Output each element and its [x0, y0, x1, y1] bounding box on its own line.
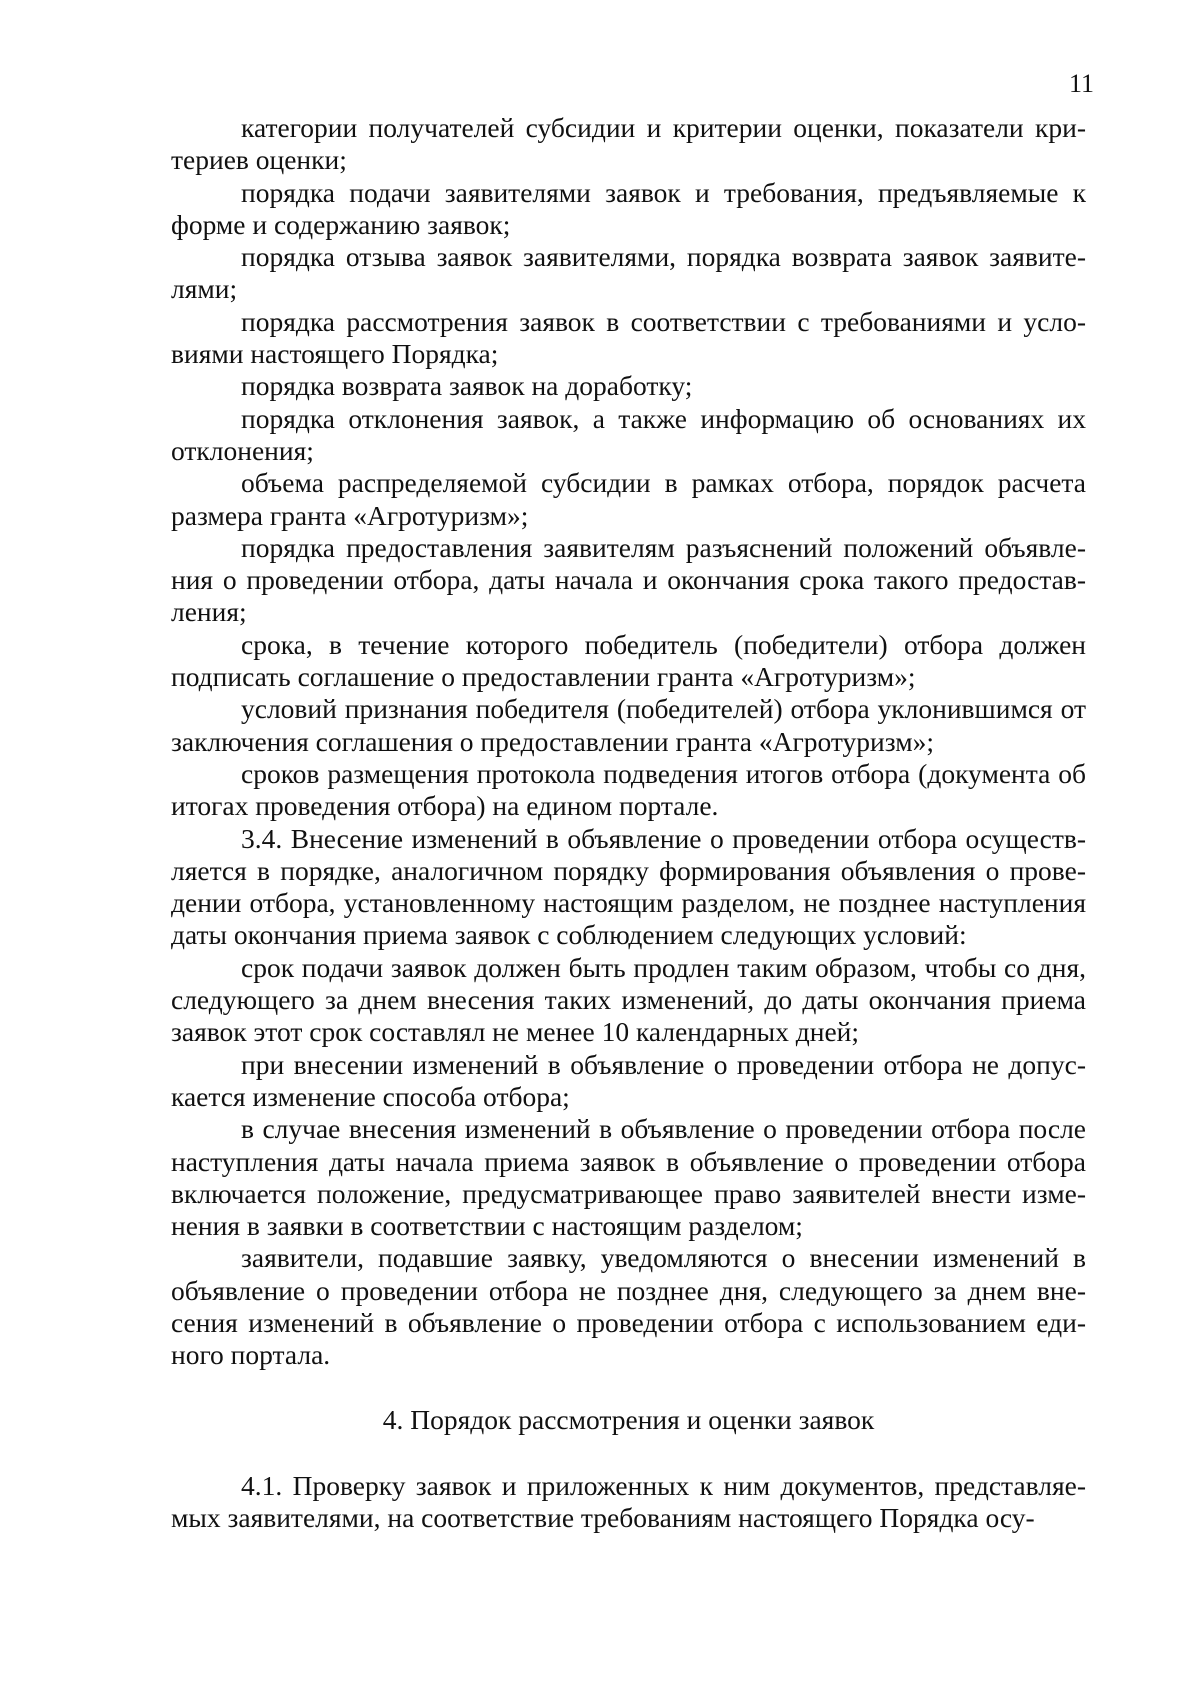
- paragraph: срока, в течение которого победитель (победители) отбора должен подписать соглашение о предоставлении гранта «Агротуризм»;: [171, 628, 1086, 693]
- paragraph: порядка отзыва заявок заявителями, порядка возврата заявок заявителями;: [171, 241, 1086, 305]
- paragraph: порядка возврата заявок на доработку;: [241, 370, 693, 402]
- paragraph: порядка подачи заявителями заявок и требования, предъявляемые к форме и содержанию заявок;: [171, 176, 1086, 240]
- page-number: 11: [1068, 69, 1094, 98]
- paragraph: категории получателей субсидии и критерии оценки, показатели критериев оценки;: [171, 112, 1086, 176]
- paragraph: 4.1. Проверку заявок и приложенных к ним документов, представляемых заявителями, на соответствие требованиям настоящего Порядка осу-: [171, 1469, 1086, 1534]
- paragraph: условий признания победителя (победителей) отбора уклонившимся от заключения соглашения о предоставлении гранта «Агротуризм»;: [171, 693, 1086, 757]
- paragraph: объема распределяемой субсидии в рамках отбора, порядок расчета размера гранта «Агротуризм»;: [171, 467, 1086, 531]
- paragraph: порядка отклонения заявок, а также информацию об основаниях их отклонения;: [171, 402, 1086, 466]
- paragraph: порядка рассмотрения заявок в соответствии с требованиями и условиями настоящего Порядка;: [171, 305, 1086, 370]
- paragraph: 3.4. Внесение изменений в объявление о проведении отбора осуществляется в порядке, аналогичном порядку формирования объявления о проведении отбора, установленному настоящим разделом, не позднее наступления даты окончания приема заявок с соблюдением следующих условий:: [171, 822, 1086, 951]
- paragraph: в случае внесения изменений в объявление о проведении отбора после наступления даты начала приема заявок в объявление о проведении отбора включается положение, предусматривающее право заявителей внести изменения в заявки в соответствии с настоящим разделом;: [171, 1113, 1086, 1242]
- paragraph: порядка предоставления заявителям разъяснений положений объявления о проведении отбора, даты начала и окончания срока такого предоставления;: [171, 531, 1086, 628]
- paragraph: срок подачи заявок должен быть продлен таким образом, чтобы со дня, следующего за днем внесения таких изменений, до даты окончания приема заявок этот срок составлял не менее 10 календарных дней;: [171, 951, 1086, 1048]
- section-heading: 4. Порядок рассмотрения и оценки заявок: [382, 1403, 875, 1435]
- paragraph: при внесении изменений в объявление о проведении отбора не допускается изменение способа отбора;: [171, 1048, 1086, 1112]
- paragraph: сроков размещения протокола подведения итогов отбора (документа об итогах проведения отбора) на едином портале.: [171, 757, 1086, 822]
- document-body: [171, 112, 1086, 1534]
- paragraph: заявители, подавшие заявку, уведомляются о внесении изменений в объявление о проведении отбора не позднее дня, следующего за днем внесения изменений в объявление о проведении отбора с использованием единого портала.: [171, 1242, 1086, 1371]
